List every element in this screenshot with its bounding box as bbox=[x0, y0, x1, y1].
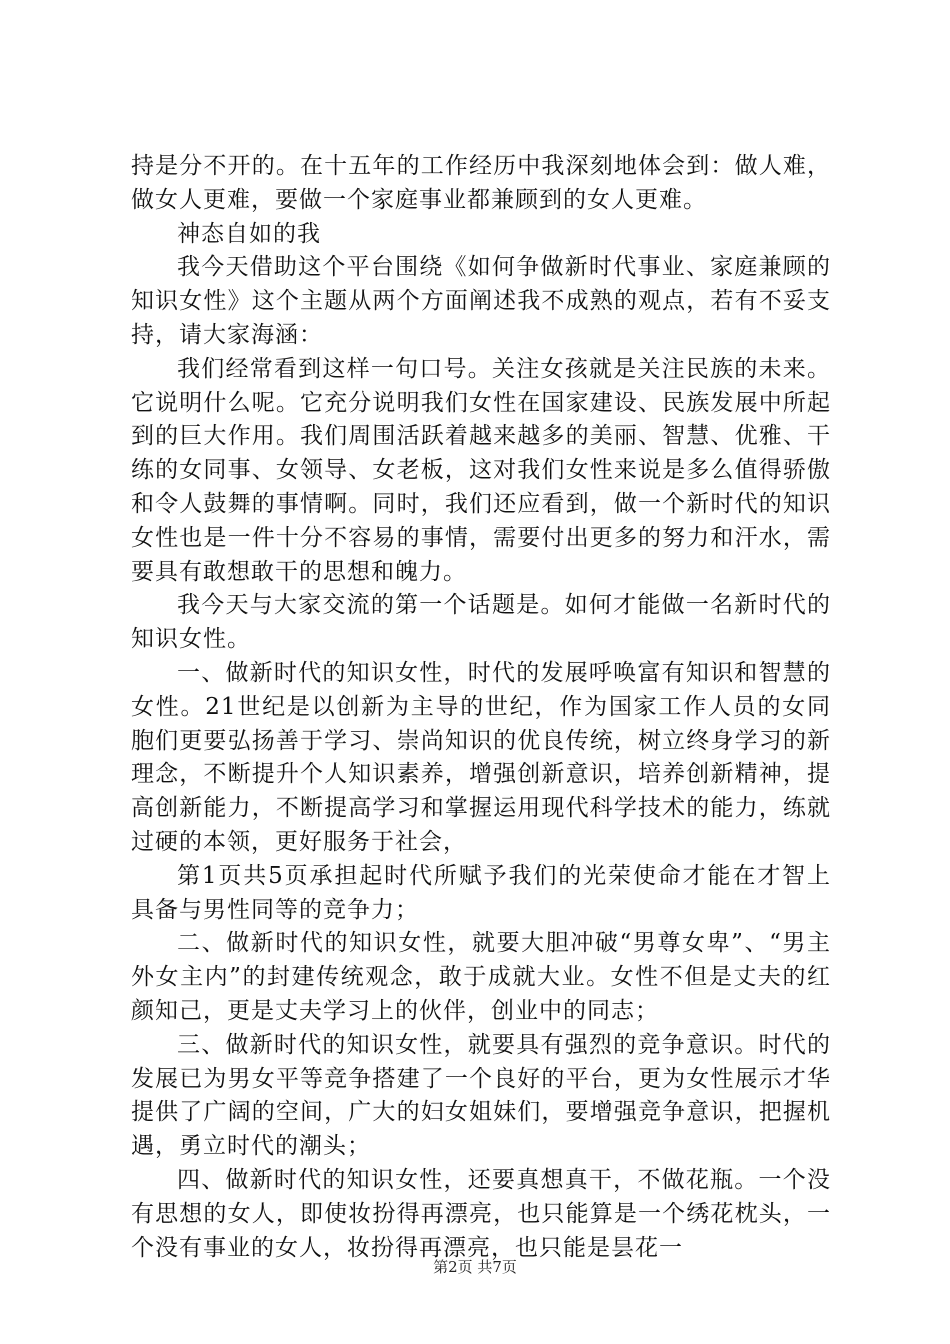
paragraph: 四、做新时代的知识女性，还要真想真干，不做花瓶。一个没有思想的女人，即使妆扮得再漂亮，也只能算是一个绣花枕头，一个没有事业的女人，妆扮得再漂亮，也只能是昙花一 bbox=[131, 1166, 831, 1261]
paragraph: 第1页共5页承担起时代所赋予我们的光荣使命才能在才智上具备与男性同等的竞争力； bbox=[131, 862, 831, 923]
paragraph: 二、做新时代的知识女性，就要大胆冲破“男尊女卑”、“男主外女主内”的封建传统观念，敢于成就大业。女性不但是丈夫的红颜知己，更是丈夫学习上的伙伴，创业中的同志； bbox=[131, 930, 831, 1024]
paragraph: 持是分不开的。在十五年的工作经历中我深刻地体会到：做人难，做女人更难，要做一个家庭事业都兼顾到的女人更难。 bbox=[131, 153, 831, 213]
paragraph: 三、做新时代的知识女性，就要具有强烈的竞争意识。时代的发展已为男女平等竞争搭建了一个良好的平台，更为女性展示才华提供了广阔的空间，广大的妇女姐妹们，要增强竞争意识，把握机遇，勇立时代的潮头； bbox=[131, 1031, 831, 1160]
paragraph: 神态自如的我 bbox=[177, 220, 321, 247]
body-text bbox=[131, 150, 831, 1265]
paragraph: 一、做新时代的知识女性，时代的发展呼唤富有知识和智慧的女性。21世纪是以创新为主导的世纪，作为国家工作人员的女同胞们更要弘扬善于学习、崇尚知识的优良传统，树立终身学习的新理念，不断提升个人知识素养，增强创新意识，培养创新精神，提高创新能力，不断提高学习和掌握运用现代科学技术的能力，练就过硬的本领，更好服务于社会， bbox=[131, 659, 831, 855]
paragraph: 我们经常看到这样一句口号。关注女孩就是关注民族的未来。它说明什么呢。它充分说明我们女性在国家建设、民族发展中所起到的巨大作用。我们周围活跃着越来越多的美丽、智慧、优雅、干练的女同事、女领导、女老板，这对我们女性来说是多么值得骄傲和令人鼓舞的事情啊。同时，我们还应看到，做一个新时代的知识女性也是一件十分不容易的事情，需要付出更多的努力和汗水，需要具有敢想敢干的思想和魄力。 bbox=[131, 355, 831, 585]
paragraph: 我今天与大家交流的第一个话题是。如何才能做一名新时代的知识女性。 bbox=[131, 592, 831, 653]
page-footer: 第2页 共7页 bbox=[433, 1258, 517, 1276]
paragraph: 我今天借助这个平台围绕《如何争做新时代事业、家庭兼顾的知识女性》这个主题从两个方面阐述我不成熟的观点，若有不妥支持，请大家海涵： bbox=[131, 254, 831, 348]
